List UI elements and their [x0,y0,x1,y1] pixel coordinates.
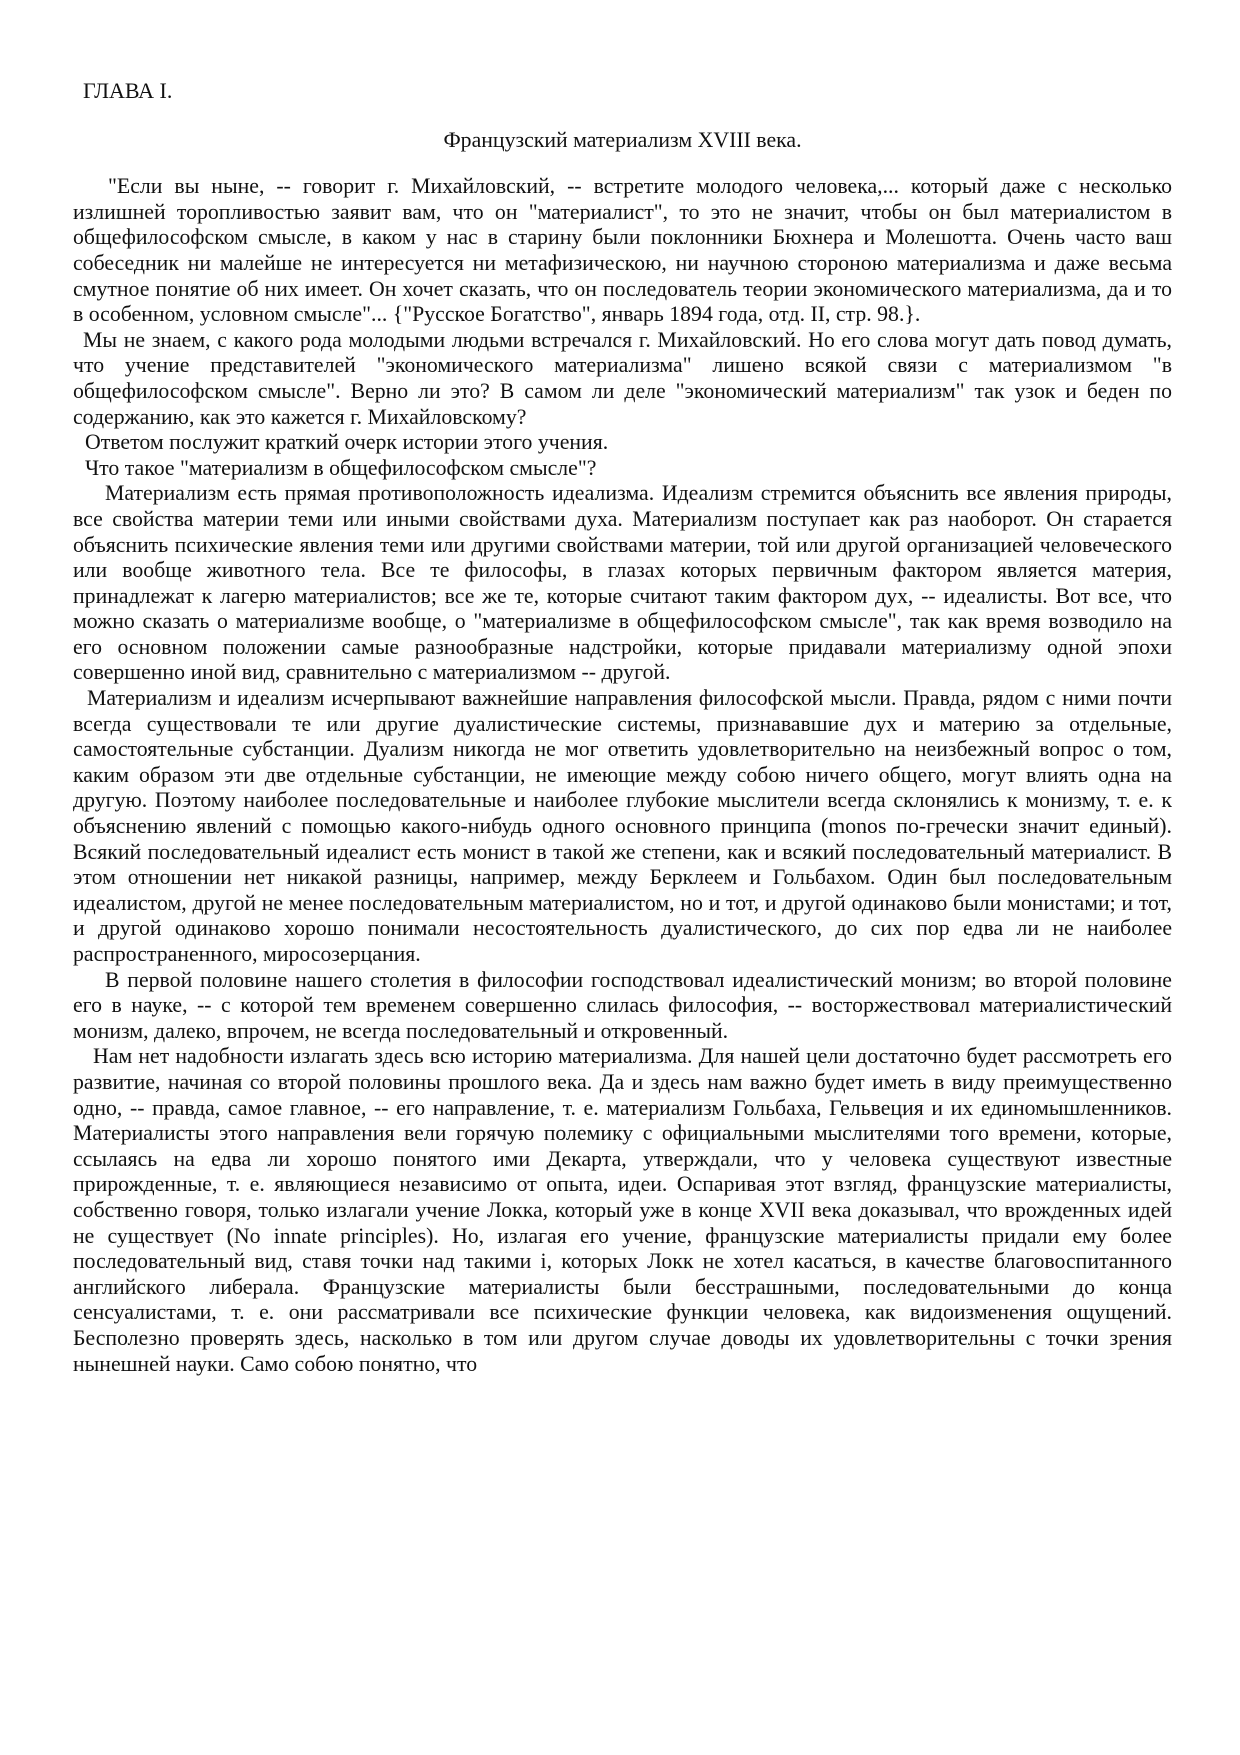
paragraph-mikhailovsky: Мы не знаем, с какого рода молодыми людьми встречался г. Михайловский. Но его слова могут дать повод думать, что учение представителей "экономического материализма" лишено всякой связи с материализмом "в общефилософском смысле". Верно ли это? В самом ли деле "экономический материализм" так узок и беден по содержанию, как это кажется г. Михайловскому? [73,327,1172,429]
chapter-title: Французский материализм XVIII века. [443,127,802,152]
paragraph-french-materialism: Нам нет надобности излагать здесь всю историю материализма. Для нашей цели достаточно будет рассмотреть его развитие, начиная со второй половины прошлого века. Да и здесь нам важно будет иметь в виду преимущественно одно, -- правда, самое главное, -- его направление, т. е. материализм Гольбаха, Гельвеция и их единомышленников. Материалисты этого направления вели горячую полемику с официальными мыслителями того времени, которые, ссылаясь на едва ли хорошо понятого ими Декарта, утверждали, что у человека существуют известные прирожденные, т. е. являющиеся независимо от опыта, идеи. Оспаривая этот взгляд, французские материалисты, собственно говоря, только излагали учение Локка, который уже в конце XVII века доказывал, что врожденных идей не существует (No innate principles). Но, излагая его учение, французские материалисты придали ему более последовательный вид, ставя точки над такими i, которых Локк не хотел касаться, в качестве благовоспитанного английского либерала. Французские материалисты были бесстрашными, последовательными до конца сенсуалистами, т. е. они рассматривали все психические функции человека, как видоизменения ощущений. Бесполезно проверять здесь, насколько в том или другом случае доводы их удовлетворительны с точки зрения нынешней науки. Само собою понятно, что [73,1044,1172,1376]
paragraph-monism: В первой половине нашего столетия в философии господствовал идеалистический монизм; во второй половине его в науке, -- с которой тем временем совершенно слилась философия, -- восторжествовал материалистический монизм, далеко, впрочем, не всегда последовательный и откровенный. [73,967,1172,1043]
paragraph-question: Что такое "материализм в общефилософском смысле"? [85,455,597,480]
paragraph-answer: Ответом послужит краткий очерк истории этого учения. [85,430,609,455]
paragraph-dualism: Материализм и идеализм исчерпывают важнейшие направления философской мысли. Правда, рядом с ними почти всегда существовали те или другие дуалистические системы, признававшие дух и материю за отдельные, самостоятельные субстанции. Дуализм никогда не мог ответить удовлетворительно на неизбежный вопрос о том, каким образом эти две отдельные субстанции, не имеющие между собою ничего общего, могут влиять одна на другую. Поэтому наиболее последовательные и наиболее глубокие мыслители всегда склонялись к монизму, т. е. к объяснению явлений с помощью какого-нибудь одного основного принципа (monos по-гречески значит единый). Всякий последовательный идеалист есть монист в такой же степени, как и всякий последовательный материалист. В этом отношении нет никакой разницы, например, между Берклеем и Гольбахом. Один был последовательным идеалистом, другой не менее последовательным материалистом, но и тот, и другой одинаково были монистами; и тот, и другой одинаково хорошо понимали несостоятельность дуалистического, до сих пор едва ли не наиболее распространенного, миросозерцания. [73,686,1172,966]
paragraph-materialism-definition: Материализм есть прямая противоположность идеализма. Идеализм стремится объяснить все явления природы, все свойства материи теми или иными свойствами духа. Материализм поступает как раз наоборот. Он старается объяснить психические явления теми или другими свойствами материи, той или другой организацией человеческого или вообще животного тела. Все те философы, в глазах которых первичным фактором является материя, принадлежат к лагерю материалистов; все же те, которые считают таким фактором дух, -- идеалисты. Вот все, что можно сказать о материализме вообще, о "материализме в общефилософском смысле", так как время возводило на его основном положении самые разнообразные надстройки, которые придавали материализму одной эпохи совершенно иной вид, сравнительно с материализмом -- другой. [73,481,1172,685]
document-page [73,78,1172,1377]
paragraph-quote: "Если вы ныне, -- говорит г. Михайловский, -- встретите молодого человека,... который даже с несколько излишней торопливостью заявит вам, что он "материалист", то это не значит, чтобы он был материалистом в общефилософском смысле, в каком у нас в старину были поклонники Бюхнера и Молешотта. Очень часто ваш собеседник ни малейше не интересуется ни метафизическою, ни научною стороною материализма и даже весьма смутное понятие об них имеет. Он хочет сказать, что он последователь теории экономического материализма, да и то в особенном, условном смысле"... {"Русское Богатство", январь 1894 года, отд. II, стр. 98.}. [73,174,1172,327]
chapter-heading: ГЛАВА I. [83,78,173,103]
